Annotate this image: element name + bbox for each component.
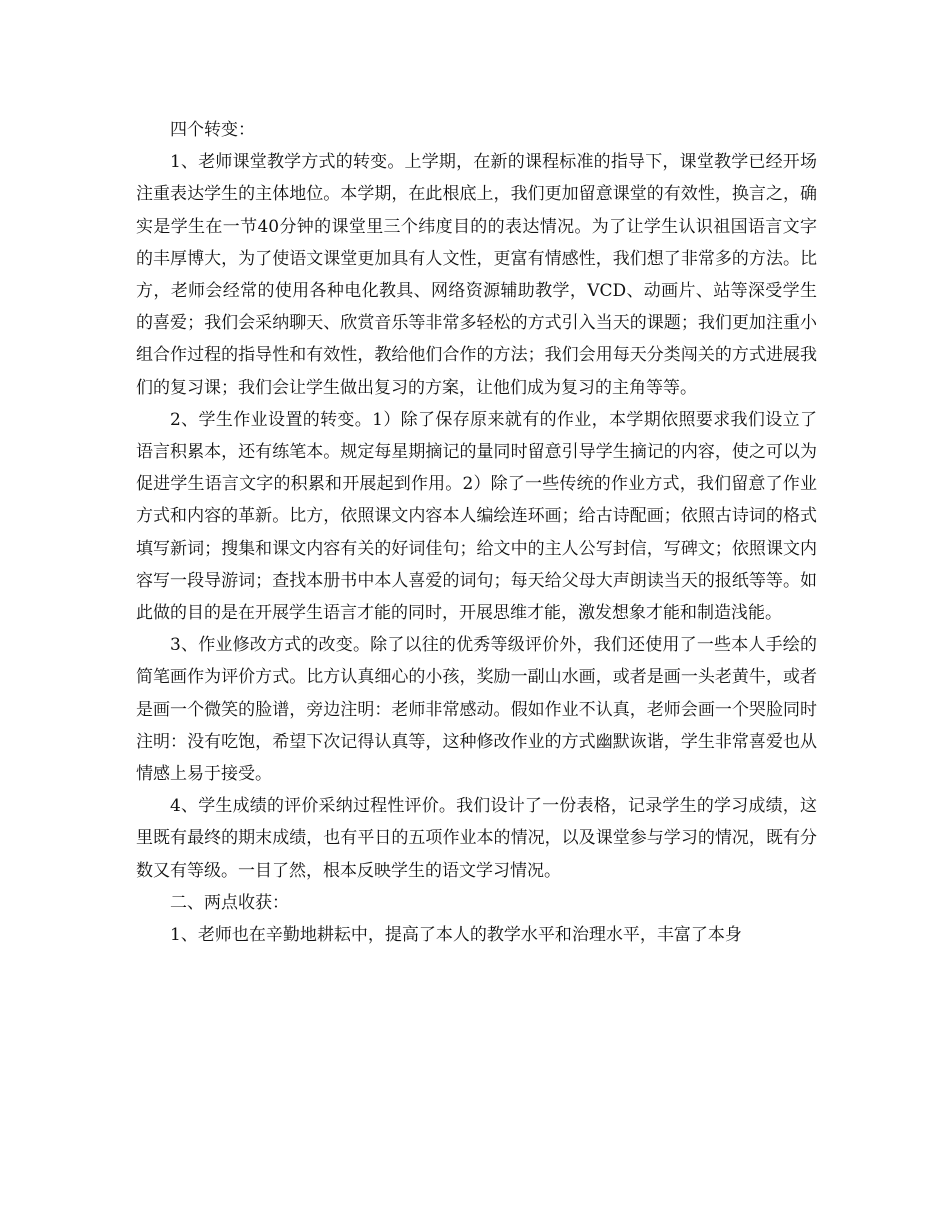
- document-body: [136, 114, 817, 951]
- paragraph-homework-setting-change: 2、学生作业设置的转变。1）除了保存原来就有的作业，本学期依照要求我们设立了语言积累本，还有练笔本。规定每星期摘记的量同时留意引导学生摘记的内容，使之可以为促进学生语言文字的积累和开展起到作用。2）除了一些传统的作业方式，我们留意了作业方式和内容的革新。比方，依照课文内容本人编绘连环画；给古诗配画；依照古诗词的格式填写新词；搜集和课文内容有关的好词佳句；给文中的主人公写封信，写碑文；依照课文内容写一段导游词；查找本册书中本人喜爱的词句；每天给父母大声朗读当天的报纸等等。如此做的目的是在开展学生语言才能的同时，开展思维才能，激发想象才能和制造浅能。: [136, 409, 817, 624]
- paragraph-teacher-gain: 1、老师也在辛勤地耕耘中，提高了本人的教学水平和治理水平，丰富了本身: [170, 925, 742, 946]
- paragraph-homework-correction-change: 3、作业修改方式的改变。除了以往的优秀等级评价外，我们还使用了一些本人手绘的简笔画作为评价方式。比方认真细心的小孩，奖励一副山水画，或者是画一头老黄牛，或者是画一个微笑的脸谱，旁边注明：老师非常感动。假如作业不认真，老师会画一个哭脸同时注明：没有吃饱，希望下次记得认真等，这种修改作业的方式幽默诙谐，学生非常喜爱也从情感上易于接受。: [136, 635, 817, 785]
- heading-two-gains: 二、两点收获：: [170, 892, 289, 913]
- heading-four-changes: 四个转变：: [170, 120, 255, 140]
- paragraph-teaching-method-change: 1、老师课堂教学方式的转变。上学期，在新的课程标准的指导下，课堂教学已经开场注重表达学生的主体地位。本学期，在此根底上，我们更加留意课堂的有效性，换言之，确实是学生在一节40分钟的课堂里三个纬度目的的表达情况。为了让学生认识祖国语言文字的丰厚博大，为了使语文课堂更加具有人文性，更富有情感性，我们想了非常多的方法。比方，老师会经常的使用各种电化教具、网络资源辅助教学，VCD、动画片、站等深受学生的喜爱；我们会采纳聊天、欣赏音乐等非常多轻松的方式引入当天的课题；我们更加注重小组合作过程的指导性和有效性，教给他们合作的方法；我们会用每天分类闯关的方式进展我们的复习课；我们会让学生做出复习的方案，让他们成为复习的主角等等。: [136, 152, 817, 398]
- paragraph-grade-evaluation: 4、学生成绩的评价采纳过程性评价。我们设计了一份表格，记录学生的学习成绩，这里既有最终的期末成绩，也有平日的五项作业本的情况，以及课堂参与学习的情况，既有分数又有等级。一目了然，根本反映学生的语文学习情况。: [136, 796, 817, 881]
